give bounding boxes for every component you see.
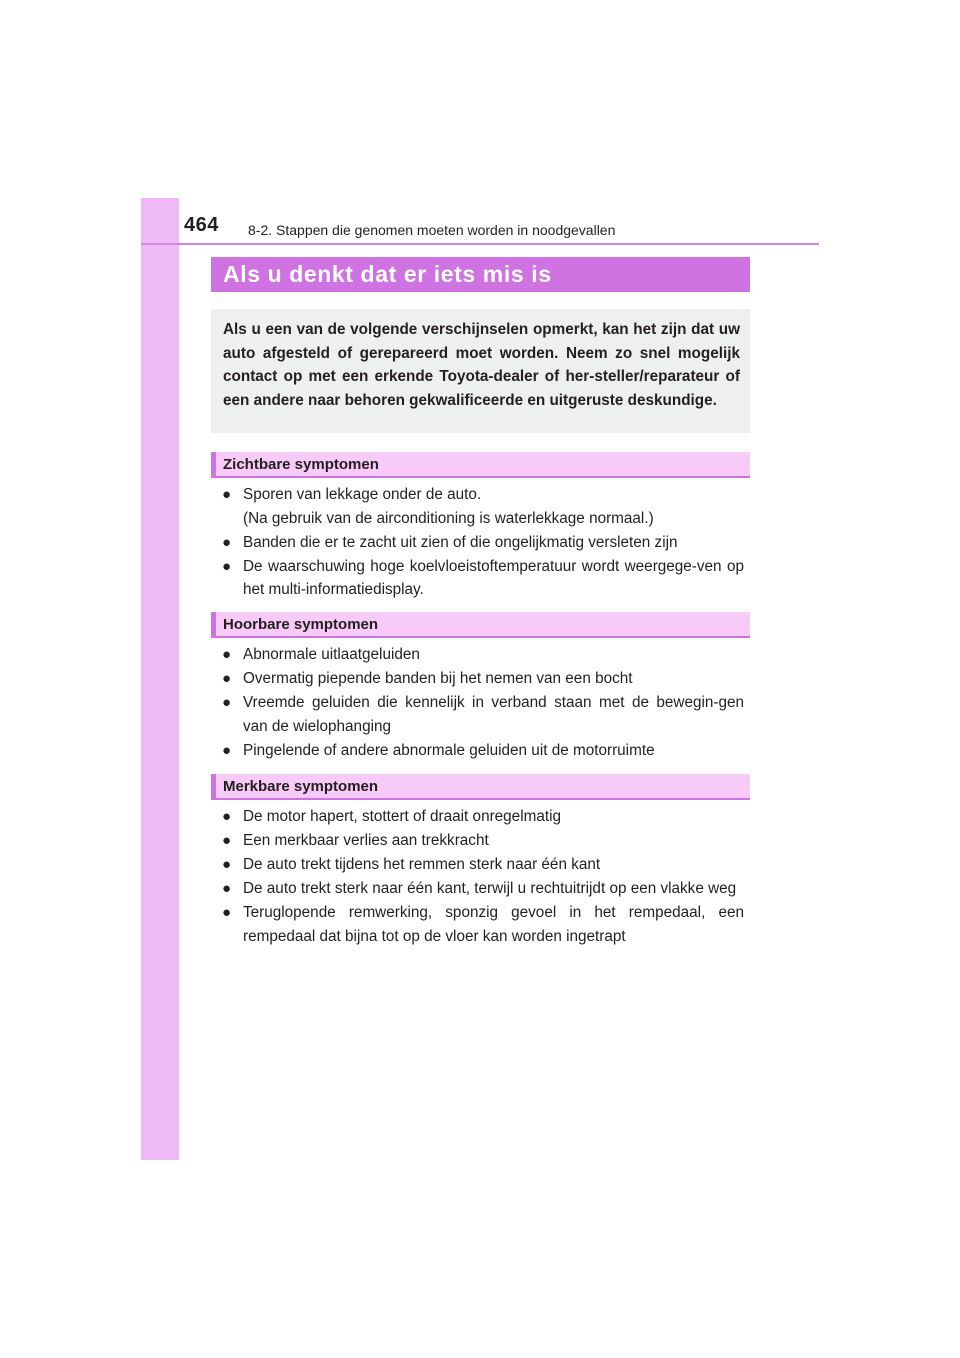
list-item-text: Een merkbaar verlies aan trekkracht [243,832,489,849]
list-item [222,531,744,555]
list-item [222,901,744,948]
list-item [222,483,744,530]
bullet-icon: ● [222,694,232,711]
list-item [222,643,744,667]
bullet-icon: ● [222,856,232,873]
header-rule [141,243,819,245]
intro-text: Als u een van de volgende verschijnselen opmerkt, kan het zijn dat uw auto afgesteld of gerepareerd moet worden. Neem zo snel mogelijk contact op met een erkende Toyota-dealer of her-steller/reparateur of een andere naar behoren gekwalificeerde en uitgeruste deskundige. [223,321,740,409]
list-item-text: De auto trekt tijdens het remmen sterk naar één kant [243,856,601,873]
list-item-text: Overmatig piepende banden bij het nemen van een bocht [243,670,633,687]
list-item [222,691,744,738]
list-item-text: Sporen van lekkage onder de auto. (Na gebruik van de airconditioning is waterlekkage normaal.) [243,486,654,527]
bullet-icon: ● [222,557,232,575]
list-item [222,877,744,901]
list-item [222,667,744,691]
page-number: 464 [184,214,219,236]
list-item-text: Pingelende of andere abnormale geluiden uit de motorruimte [243,741,655,759]
list-item-text: Teruglopende remwerking, sponzig gevoel in het rempedaal, een rempedaal dat bijna tot op de vloer kan worden ingetrapt [243,904,744,945]
list-item-text: Banden die er te zacht uit zien of die ongelijkmatig versleten zijn [243,533,678,551]
bullet-icon: ● [222,832,232,849]
section-title-bar [211,257,750,292]
list-item [222,555,744,602]
list-item-text: De motor hapert, stottert of draait onregelmatig [243,808,561,825]
bullet-icon: ● [222,808,232,825]
visible-symptoms-list [222,483,744,602]
bullet-icon: ● [222,486,232,503]
bullet-icon: ● [222,533,232,551]
bullet-icon: ● [222,741,232,759]
section-heading-text: Merkbare symptomen [223,778,379,795]
list-item-text: Vreemde geluiden die kennelijk in verband staan met de bewegin-gen van de wielophanging [243,694,744,735]
running-head: 8-2. Stappen die genomen moeten worden in noodgevallen [248,222,616,238]
list-item-text: De waarschuwing hoge koelvloeistoftemperatuur wordt weergege-ven op het multi-informatiedisplay. [243,557,744,598]
intro-box [211,309,750,433]
bullet-icon: ● [222,670,232,687]
bullet-icon: ● [222,646,232,663]
bullet-icon: ● [222,904,232,921]
section-heading-text: Hoorbare symptomen [223,616,379,633]
list-item-text: De auto trekt sterk naar één kant, terwijl u rechtuitrijdt op een vlakke weg [243,880,737,897]
chapter-side-tab [141,198,179,1160]
bullet-icon: ● [222,880,232,897]
list-item [222,739,744,763]
list-item-text: Abnormale uitlaatgeluiden [243,646,420,663]
section-heading-noticeable [211,774,750,800]
noticeable-symptoms-list [222,805,744,949]
audible-symptoms-list [222,643,744,763]
section-heading-visible [211,452,750,478]
section-title: Als u denkt dat er iets mis is [223,261,552,287]
section-heading-audible [211,612,750,638]
list-item [222,829,744,853]
section-heading-text: Zichtbare symptomen [223,456,379,473]
list-item [222,805,744,829]
list-item [222,853,744,877]
